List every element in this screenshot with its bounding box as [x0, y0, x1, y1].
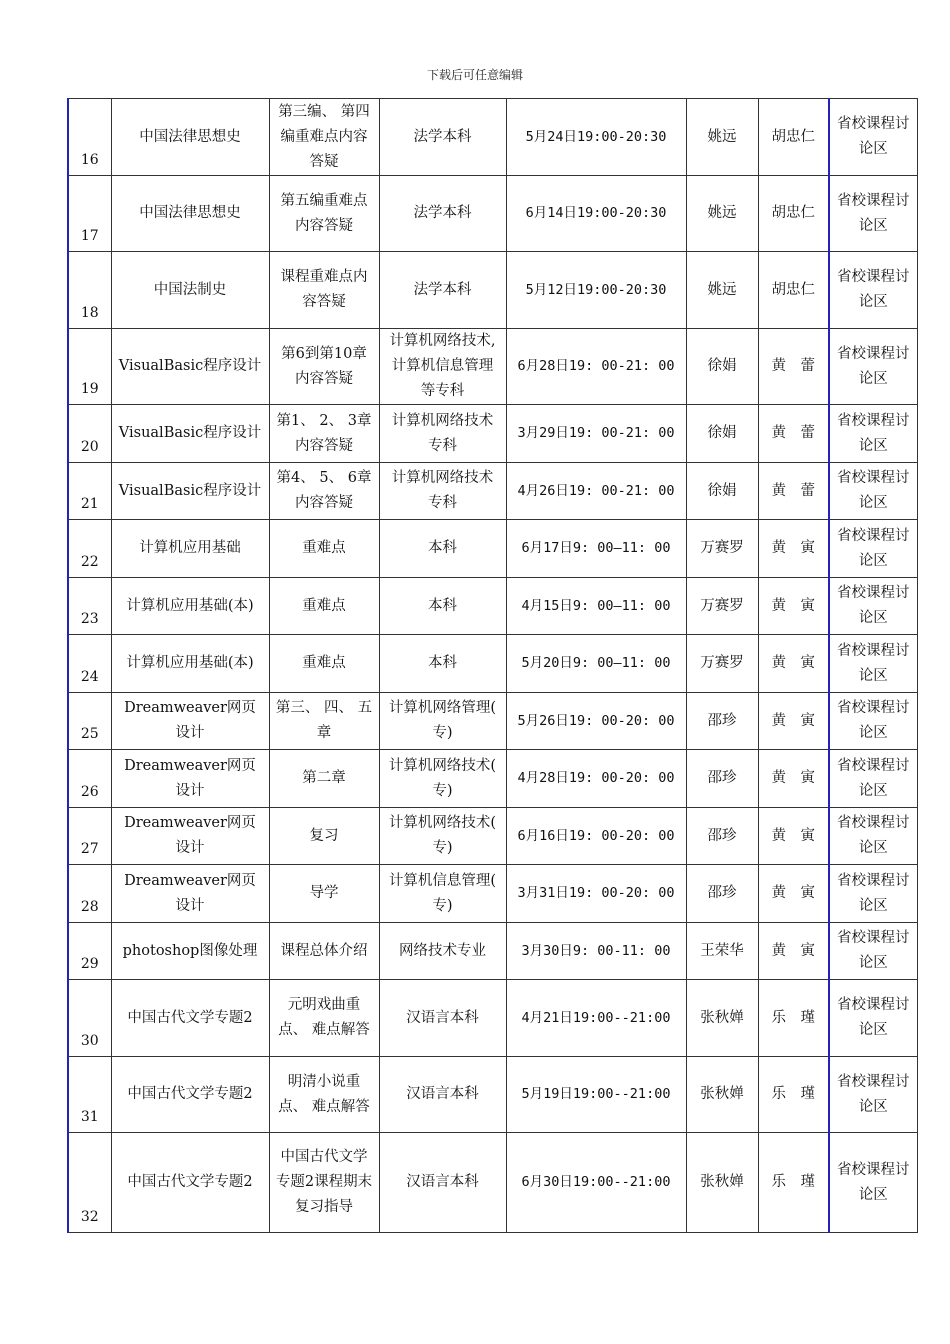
target-students: 计算机信息管理( 专): [379, 865, 506, 923]
session-content: 第4、 5、 6章内容答疑: [269, 463, 379, 520]
table-row: [68, 405, 917, 463]
session-location: 省校课程讨论区: [829, 176, 917, 252]
session-location: 省校课程讨论区: [829, 463, 917, 520]
manager-name: 胡忠仁: [758, 176, 829, 252]
manager-name: 黄 寅: [758, 865, 829, 923]
session-location: 省校课程讨论区: [829, 252, 917, 329]
table-row: [68, 693, 917, 750]
session-location: 省校课程讨论区: [829, 405, 917, 463]
manager-name: 黄 寅: [758, 693, 829, 750]
manager-name: 黄 寅: [758, 635, 829, 693]
target-students: 本科: [379, 520, 506, 578]
course-name: VisualBasic程序设计: [111, 329, 269, 405]
manager-name: 黄 寅: [758, 808, 829, 865]
target-students: 法学本科: [379, 176, 506, 252]
target-students: 计算机网络技术专科: [379, 463, 506, 520]
table-row: [68, 1057, 917, 1133]
session-time: 5月24日19:00-20:30: [506, 99, 686, 176]
manager-name: 黄 寅: [758, 923, 829, 980]
manager-name: 黄 寅: [758, 578, 829, 635]
session-time: 4月28日19: 00-20: 00: [506, 750, 686, 808]
session-content: 第二章: [269, 750, 379, 808]
row-number: 23: [68, 578, 111, 635]
manager-name: 乐 瑾: [758, 980, 829, 1057]
session-content: 课程总体介绍: [269, 923, 379, 980]
session-time: 6月28日19: 00-21: 00: [506, 329, 686, 405]
course-name: 中国古代文学专题2: [111, 1133, 269, 1233]
session-content: 中国古代文学专题2课程期末复习指导: [269, 1133, 379, 1233]
session-time: 5月19日19:00--21:00: [506, 1057, 686, 1133]
table-body: [68, 99, 917, 1233]
course-name: 计算机应用基础(本): [111, 578, 269, 635]
table-row: [68, 329, 917, 405]
target-students: 计算机网络技术( 专): [379, 750, 506, 808]
session-content: 课程重难点内容答疑: [269, 252, 379, 329]
session-content: 第6到第10章内容答疑: [269, 329, 379, 405]
session-time: 6月14日19:00-20:30: [506, 176, 686, 252]
row-number: 28: [68, 865, 111, 923]
session-content: 重难点: [269, 520, 379, 578]
manager-name: 胡忠仁: [758, 99, 829, 176]
course-name: photoshop图像处理: [111, 923, 269, 980]
teacher-name: 万赛罗: [686, 520, 758, 578]
row-number: 16: [68, 99, 111, 176]
course-name: VisualBasic程序设计: [111, 463, 269, 520]
table-row: [68, 176, 917, 252]
row-number: 22: [68, 520, 111, 578]
table-row: [68, 463, 917, 520]
table-row: [68, 750, 917, 808]
schedule-table: [67, 98, 918, 1233]
session-time: 3月30日9: 00-11: 00: [506, 923, 686, 980]
row-number: 17: [68, 176, 111, 252]
session-time: 5月26日19: 00-20: 00: [506, 693, 686, 750]
table-row: [68, 99, 917, 176]
session-time: 3月29日19: 00-21: 00: [506, 405, 686, 463]
row-number: 27: [68, 808, 111, 865]
table-row: [68, 520, 917, 578]
row-number: 31: [68, 1057, 111, 1133]
session-time: 6月16日19: 00-20: 00: [506, 808, 686, 865]
teacher-name: 姚远: [686, 252, 758, 329]
table-row: [68, 923, 917, 980]
target-students: 计算机网络技术( 专): [379, 808, 506, 865]
course-name: 中国法律思想史: [111, 99, 269, 176]
teacher-name: 王荣华: [686, 923, 758, 980]
teacher-name: 徐娟: [686, 329, 758, 405]
teacher-name: 张秋婵: [686, 980, 758, 1057]
session-time: 6月17日9: 00—11: 00: [506, 520, 686, 578]
session-location: 省校课程讨论区: [829, 329, 917, 405]
session-location: 省校课程讨论区: [829, 750, 917, 808]
row-number: 20: [68, 405, 111, 463]
course-name: 计算机应用基础(本): [111, 635, 269, 693]
course-name: Dreamweaver网页设计: [111, 693, 269, 750]
session-location: 省校课程讨论区: [829, 865, 917, 923]
teacher-name: 姚远: [686, 99, 758, 176]
teacher-name: 姚远: [686, 176, 758, 252]
teacher-name: 徐娟: [686, 405, 758, 463]
session-time: 4月26日19: 00-21: 00: [506, 463, 686, 520]
manager-name: 黄 蕾: [758, 329, 829, 405]
session-content: 导学: [269, 865, 379, 923]
session-time: 4月21日19:00--21:00: [506, 980, 686, 1057]
row-number: 32: [68, 1133, 111, 1233]
manager-name: 黄 寅: [758, 750, 829, 808]
target-students: 网络技术专业: [379, 923, 506, 980]
manager-name: 黄 蕾: [758, 405, 829, 463]
course-name: 计算机应用基础: [111, 520, 269, 578]
teacher-name: 邵珍: [686, 750, 758, 808]
target-students: 法学本科: [379, 252, 506, 329]
course-name: 中国古代文学专题2: [111, 1057, 269, 1133]
target-students: 本科: [379, 578, 506, 635]
manager-name: 乐 瑾: [758, 1133, 829, 1233]
row-number: 24: [68, 635, 111, 693]
table-row: [68, 252, 917, 329]
session-time: 3月31日19: 00-20: 00: [506, 865, 686, 923]
target-students: 本科: [379, 635, 506, 693]
table-row: [68, 865, 917, 923]
target-students: 计算机网络技术专科: [379, 405, 506, 463]
session-location: 省校课程讨论区: [829, 923, 917, 980]
target-students: 汉语言本科: [379, 1057, 506, 1133]
target-students: 计算机网络技术, 计算机信息管理等专科: [379, 329, 506, 405]
page-header: 下载后可任意编辑: [426, 68, 523, 82]
target-students: 汉语言本科: [379, 1133, 506, 1233]
session-location: 省校课程讨论区: [829, 99, 917, 176]
session-content: 重难点: [269, 578, 379, 635]
course-name: 中国古代文学专题2: [111, 980, 269, 1057]
session-time: 4月15日9: 00—11: 00: [506, 578, 686, 635]
session-location: 省校课程讨论区: [829, 578, 917, 635]
row-number: 30: [68, 980, 111, 1057]
teacher-name: 张秋婵: [686, 1133, 758, 1233]
manager-name: 黄 蕾: [758, 463, 829, 520]
session-location: 省校课程讨论区: [829, 1133, 917, 1233]
teacher-name: 徐娟: [686, 463, 758, 520]
course-name: Dreamweaver网页设计: [111, 808, 269, 865]
course-name: Dreamweaver网页设计: [111, 865, 269, 923]
teacher-name: 邵珍: [686, 865, 758, 923]
teacher-name: 万赛罗: [686, 578, 758, 635]
teacher-name: 张秋婵: [686, 1057, 758, 1133]
session-location: 省校课程讨论区: [829, 980, 917, 1057]
course-name: 中国法制史: [111, 252, 269, 329]
session-location: 省校课程讨论区: [829, 1057, 917, 1133]
session-content: 第五编重难点内容答疑: [269, 176, 379, 252]
session-content: 重难点: [269, 635, 379, 693]
session-content: 明清小说重点、 难点解答: [269, 1057, 379, 1133]
table-row: [68, 578, 917, 635]
session-time: 6月30日19:00--21:00: [506, 1133, 686, 1233]
teacher-name: 邵珍: [686, 693, 758, 750]
row-number: 19: [68, 329, 111, 405]
teacher-name: 万赛罗: [686, 635, 758, 693]
session-content: 复习: [269, 808, 379, 865]
session-content: 第1、 2、 3章内容答疑: [269, 405, 379, 463]
table-row: [68, 635, 917, 693]
course-name: 中国法律思想史: [111, 176, 269, 252]
manager-name: 乐 瑾: [758, 1057, 829, 1133]
table-row: [68, 980, 917, 1057]
session-content: 第三、 四、 五章: [269, 693, 379, 750]
course-name: VisualBasic程序设计: [111, 405, 269, 463]
course-name: Dreamweaver网页设计: [111, 750, 269, 808]
row-number: 26: [68, 750, 111, 808]
session-time: 5月20日9: 00—11: 00: [506, 635, 686, 693]
target-students: 法学本科: [379, 99, 506, 176]
row-number: 21: [68, 463, 111, 520]
session-location: 省校课程讨论区: [829, 693, 917, 750]
table-row: [68, 808, 917, 865]
session-location: 省校课程讨论区: [829, 808, 917, 865]
target-students: 计算机网络管理( 专): [379, 693, 506, 750]
teacher-name: 邵珍: [686, 808, 758, 865]
row-number: 29: [68, 923, 111, 980]
table-row: [68, 1133, 917, 1233]
manager-name: 胡忠仁: [758, 252, 829, 329]
target-students: 汉语言本科: [379, 980, 506, 1057]
session-time: 5月12日19:00-20:30: [506, 252, 686, 329]
session-content: 元明戏曲重点、 难点解答: [269, 980, 379, 1057]
row-number: 25: [68, 693, 111, 750]
manager-name: 黄 寅: [758, 520, 829, 578]
session-location: 省校课程讨论区: [829, 520, 917, 578]
session-content: 第三编、 第四编重难点内容答疑: [269, 99, 379, 176]
row-number: 18: [68, 252, 111, 329]
session-location: 省校课程讨论区: [829, 635, 917, 693]
